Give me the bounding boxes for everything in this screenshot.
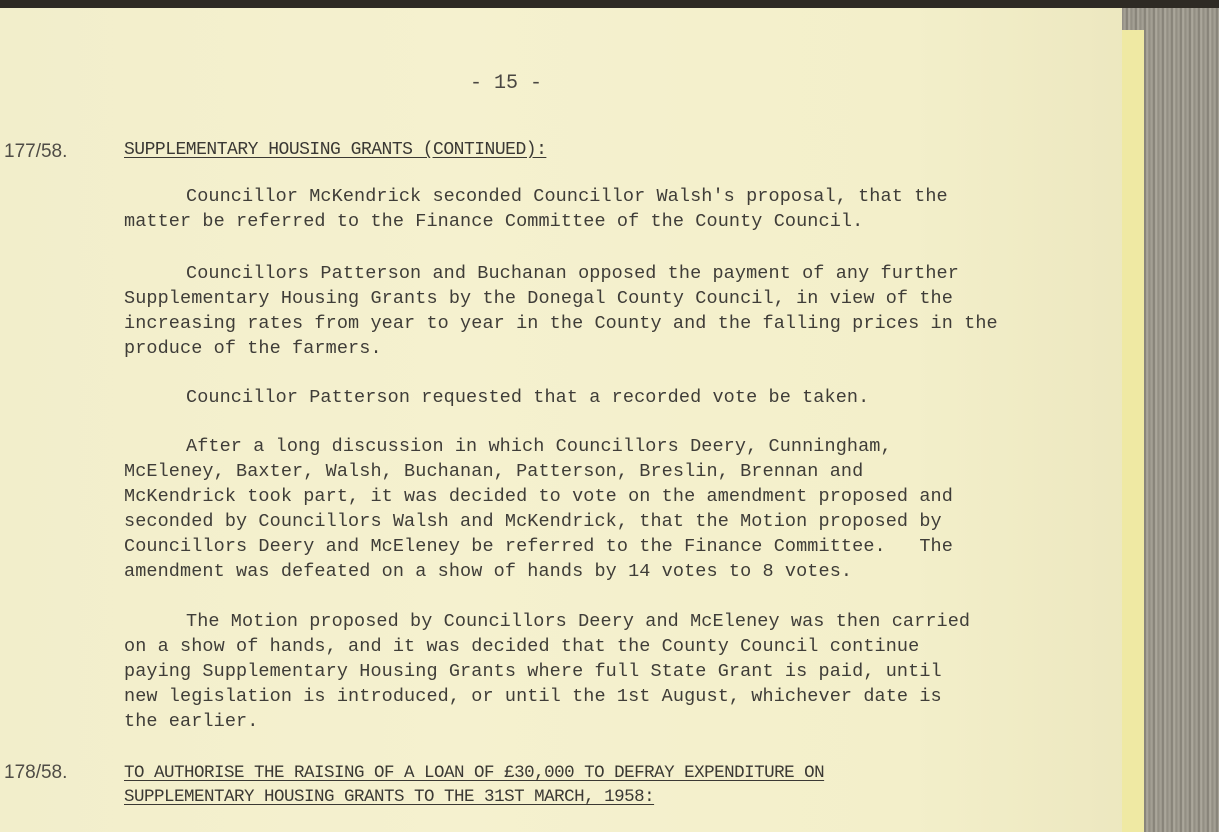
text-line: The Motion proposed by Councillors Deery and McEleney was then carried <box>186 611 971 632</box>
page-number: - 15 - <box>470 72 543 95</box>
text-line: the earlier. <box>124 711 259 732</box>
text-line: seconded by Councillors Walsh and McKendrick, that the Motion proposed by <box>124 511 942 532</box>
document-page <box>0 8 1140 832</box>
text-line: Councillors Deery and McEleney be referred to the Finance Committee. The <box>124 536 953 557</box>
text-line: paying Supplementary Housing Grants where full State Grant is paid, until <box>124 661 942 682</box>
text-line: McEleney, Baxter, Walsh, Buchanan, Patterson, Breslin, Brennan and <box>124 461 864 482</box>
paragraph-motion-carried <box>124 609 1114 734</box>
text-line: on a show of hands, and it was decided that the County Council continue <box>124 636 920 657</box>
item-heading-178-line-1: TO AUTHORISE THE RAISING OF A LOAN OF £30,000 TO DEFRAY EXPENDITURE ON <box>124 763 825 783</box>
text-line: McKendrick took part, it was decided to vote on the amendment proposed and <box>124 486 953 507</box>
text-line: matter be referred to the Finance Committee of the County Council. <box>124 211 864 232</box>
item-heading-177: SUPPLEMENTARY HOUSING GRANTS (CONTINUED): <box>124 140 547 160</box>
paragraph-recorded-vote <box>124 385 1114 410</box>
paragraph-discussion <box>124 434 1114 584</box>
text-line: Councillors Patterson and Buchanan opposed the payment of any further <box>186 263 959 284</box>
text-line: Councillor Patterson requested that a recorded vote be taken. <box>186 387 870 408</box>
minute-number-178: 178/58. <box>4 762 68 783</box>
text-line: Councillor McKendrick seconded Councillor Walsh's proposal, that the <box>186 186 948 207</box>
minute-number-177: 177/58. <box>4 141 68 162</box>
paragraph-seconded <box>124 184 1114 234</box>
text-line: produce of the farmers. <box>124 338 382 359</box>
text-line: Supplementary Housing Grants by the Donegal County Council, in view of the <box>124 288 953 309</box>
text-line: increasing rates from year to year in the County and the falling prices in the <box>124 313 998 334</box>
text-line: After a long discussion in which Councillors Deery, Cunningham, <box>186 436 892 457</box>
page-margin-strip <box>1122 30 1144 832</box>
text-line: new legislation is introduced, or until the 1st August, whichever date is <box>124 686 942 707</box>
text-line: amendment was defeated on a show of hands by 14 votes to 8 votes. <box>124 561 853 582</box>
paragraph-opposed <box>124 261 1114 361</box>
item-heading-178-line-2: SUPPLEMENTARY HOUSING GRANTS TO THE 31ST MARCH, 1958: <box>124 787 655 807</box>
